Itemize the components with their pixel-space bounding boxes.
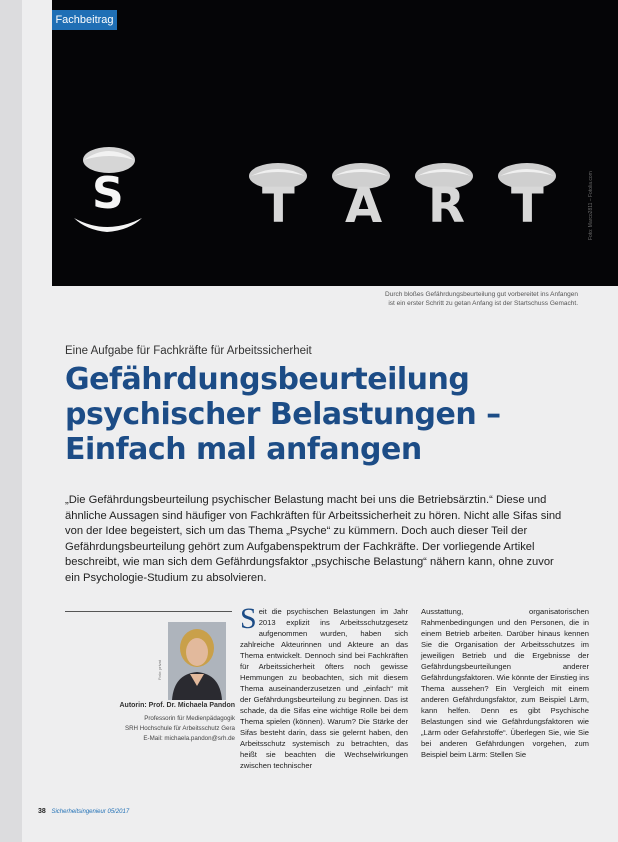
page-gutter: [0, 0, 22, 842]
article-headline: Gefährdungsbeurteilung psychischer Belastungen – Einfach mal anfangen: [65, 362, 501, 467]
article-column-2: [421, 606, 589, 760]
photo-credit: Foto: privat: [157, 660, 162, 681]
page-footer: [38, 808, 129, 815]
column-text: eit die psychischen Belastungen im Jahr 2013 explizit ins Arbeitsschutzgesetz aufgenommen wurden, haben sich zahlreiche Akteurinnen und Akteure an das Thema entwickelt. Dennoch sind bei Fachkräften für Arbeitssicherheit öfters noch gewisse Hemmungen zu beobachten, sich mit diesem Thema auseinanderzusetzen und „einfach“ mit der Gefährdungsbeurteilung zu beginnen. Das ist schade, da die Sifas eine wichtige Rolle bei dem Thema spielen (können). Warum? Die Stärke der Sifas besteht darin, dass sie gelernt haben, den Arbeitsschutz systemisch zu betrachten, das heißt sie beachten die Wechselwirkungen zwischen technischer: [240, 607, 408, 770]
start-s-logo: [72, 140, 152, 240]
start-letter-r: R: [428, 178, 465, 234]
page-number: 38: [38, 808, 46, 815]
section-badge: Fachbeitrag: [52, 10, 117, 30]
image-caption: Durch bloßes Gefährdungsbeurteilung gut vorbereitet ins Anfangen ist ein erster Schritt zu getan Anfang ist der Startschuss Gemacht.: [385, 291, 578, 307]
author-divider: [65, 611, 232, 612]
article-intro: „Die Gefährdungsbeurteilung psychischer Belastung macht bei uns die Betriebsärztin.“ Diese und ähnliche Aussagen sind häufiger von Fachkräften für Arbeitssicherheit zu hören. Nicht alle Sifas sind von der Idee begeistert, sich um das Thema „Psyche“ zu kümmern. Doch auch dieser Teil der Gefährdungsbeurteilung gehört zum Aufgabenspektrum der Fachkräfte. Der vorliegende Artikel beschreibt, wie man sich dem Gefährdungsfaktor „psychische Belastung“ nähern kann, ohne zuvor ein Psychologie-Studium zu absolvieren.: [65, 494, 562, 584]
author-photo: [168, 622, 226, 700]
svg-text:S: S: [92, 168, 124, 219]
drop-cap: S: [240, 602, 257, 635]
author-info: Professorin für Medienpädagogik SRH Hochschule für Arbeitsschutz Gera E-Mail: michaela.pandon@srh.de: [124, 715, 235, 742]
start-letter-t2: T: [511, 178, 544, 234]
article-column-1: [240, 602, 408, 771]
start-letter-t1: T: [262, 178, 295, 234]
column-text: Ausstattung, organisatorischen Rahmenbedingungen und den Personen, die in einem Betrieb arbeiten. Darüber hinaus kennen Sie die Organisation der Arbeitsschutzes im jeweiligen Betrieb und die Ergebnisse der Gefährdungsbeurteilungen anderer Gefährdungsfaktoren. Wie könnte der Einstieg ins Thema aussehen? Ein Vergleich mit einem anderen Gefährdungsfaktor, zum Beispiel Lärm, kann helfen. Denn es gibt Psychische Belastungen sind wie Gefährdungsfaktoren wie „Lärm oder Gefahrstoffe“. Überlegen Sie, wie Sie bei anderen Gefährdungen vorgehen, zum Beispiel beim Lärm: Stellen Sie: [421, 607, 589, 759]
image-credit: Foto: Marco2811 – Fotolia.com: [588, 171, 594, 240]
magazine-name: Sicherheitsingenieur 05/2017: [51, 809, 130, 815]
article-kicker: Eine Aufgabe für Fachkräfte für Arbeitssicherheit: [65, 345, 312, 357]
author-name: Autorin: Prof. Dr. Michaela Pandon: [119, 702, 235, 709]
start-letter-a: A: [345, 178, 383, 234]
